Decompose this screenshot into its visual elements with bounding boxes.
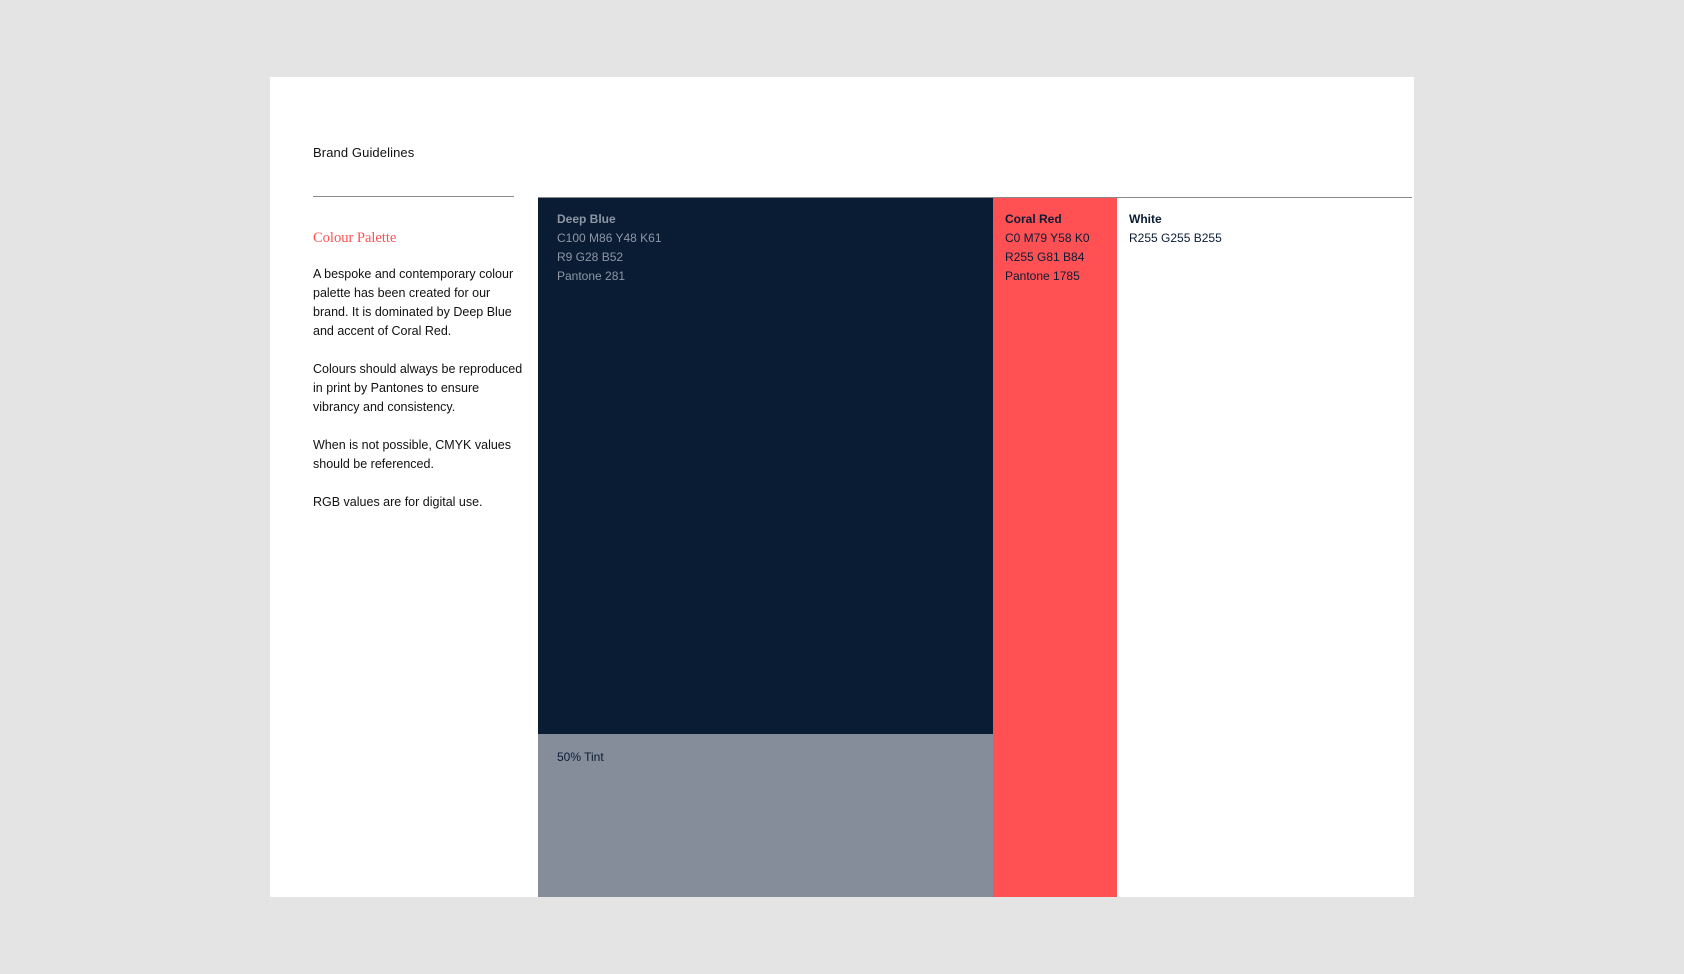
swatch-cmyk: C100 M86 Y48 K61 xyxy=(557,231,662,245)
paragraph-cmyk: When is not possible, CMYK values should be referenced. xyxy=(313,438,512,471)
swatch-name: Deep Blue xyxy=(557,212,616,226)
paragraph-rgb: RGB values are for digital use. xyxy=(313,495,483,509)
swatch-rgb: R255 G81 B84 xyxy=(1005,250,1085,264)
swatch-coral-red xyxy=(993,198,1117,897)
swatch-deep-blue-tint xyxy=(538,734,993,897)
swatch-name: White xyxy=(1129,212,1162,226)
guideline-page xyxy=(270,77,1414,897)
divider-left xyxy=(313,196,514,197)
paragraph-intro: A bespoke and contemporary colour palette has been created for our brand. It is dominated by Deep Blue and accent of Coral Red. xyxy=(313,267,514,338)
swatch-cmyk: C0 M79 Y58 K0 xyxy=(1005,231,1090,245)
swatch-rgb: R255 G255 B255 xyxy=(1129,231,1222,245)
swatch-pantone: Pantone 281 xyxy=(557,269,626,283)
swatch-name: 50% Tint xyxy=(557,750,604,764)
swatch-pantone: Pantone 1785 xyxy=(1005,269,1080,283)
swatch-white xyxy=(1117,198,1412,897)
swatch-deep-blue xyxy=(538,198,993,734)
section-title: Colour Palette xyxy=(313,230,397,246)
paragraph-pantone: Colours should always be reproduced in print by Pantones to ensure vibrancy and consistency. xyxy=(313,362,523,414)
swatch-name: Coral Red xyxy=(1005,212,1062,226)
body-copy xyxy=(313,265,523,531)
document-title: Brand Guidelines xyxy=(313,145,415,160)
swatch-rgb: R9 G28 B52 xyxy=(557,250,624,264)
